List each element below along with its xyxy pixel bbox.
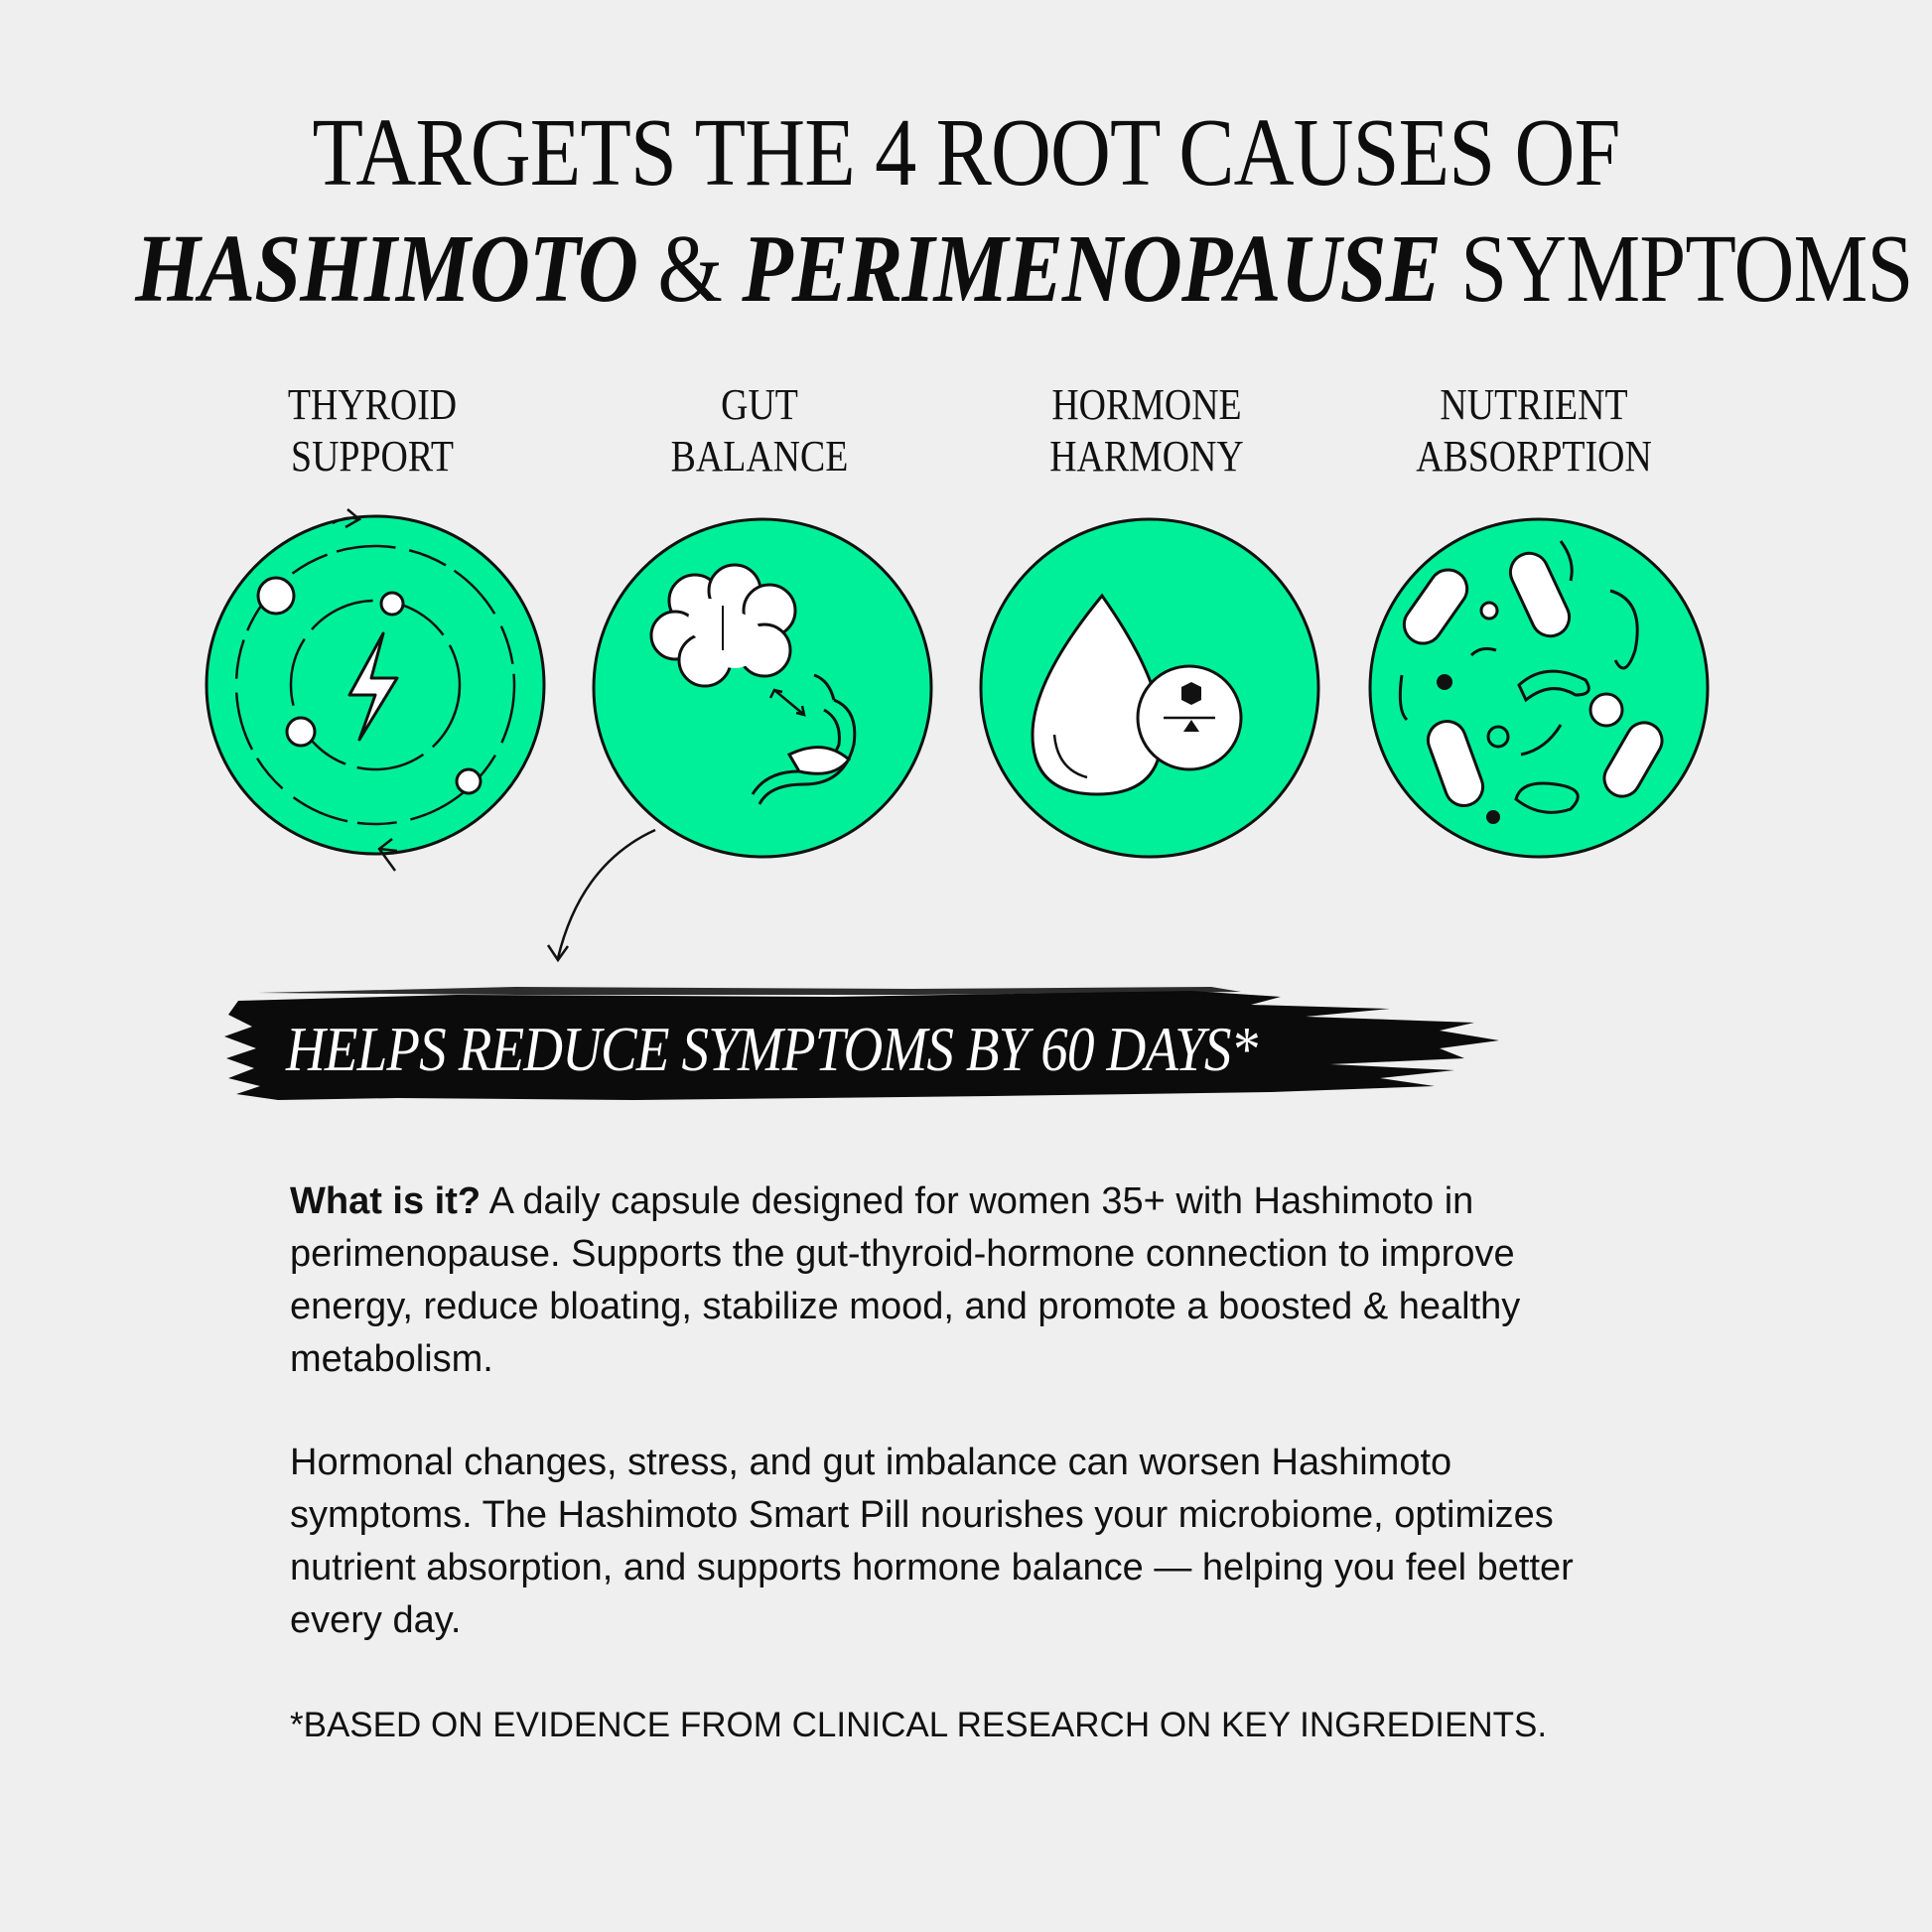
pillar-label-line: HARMONY [1049, 432, 1244, 481]
pillar-label-hormone [1010, 379, 1283, 483]
pillar-label-line: NUTRIENT [1440, 380, 1628, 429]
description-paragraph-1 [290, 1175, 1581, 1386]
footnote: *BASED ON EVIDENCE FROM CLINICAL RESEARCH ON KEY INGREDIENTS. [290, 1706, 1548, 1744]
curved-arrow-icon [536, 824, 685, 973]
headline-hashimoto: HASHIMOTO [135, 215, 638, 323]
description-body-1: A daily capsule designed for women 35+ with Hashimoto in perimenopause. Supports the gut-thyroid-hormone connection to improve energy, reduce bloating, stabilize mood, and promote a boosted & healthy metabolism. [290, 1180, 1521, 1380]
description-lead: What is it? [290, 1180, 482, 1222]
headline-perimenopause: PERIMENOPAUSE [742, 215, 1442, 323]
microbiome-icon [1362, 511, 1720, 869]
pillar-label-line: SUPPORT [291, 432, 454, 481]
pillar-label-thyroid [235, 379, 508, 483]
pillar-label-line: GUT [721, 380, 798, 429]
pillar-label-line: ABSORPTION [1416, 432, 1652, 481]
droplet-balance-icon [973, 511, 1330, 869]
headline-line-2 [135, 213, 1913, 325]
pillar-label-line: THYROID [287, 380, 458, 429]
lightning-orbit-icon [199, 501, 556, 889]
description-paragraph-2: Hormonal changes, stress, and gut imbalance can worsen Hashimoto symptoms. The Hashimoto Smart Pill nourishes your microbiome, optimizes nutrient absorption, and supports hormone balance — helping you feel better every day. [290, 1442, 1574, 1641]
pillar-label-gut [622, 379, 896, 483]
headline-ampersand: & [657, 215, 723, 323]
pillar-label-line: BALANCE [670, 432, 849, 481]
brain-stomach-icon [586, 511, 943, 869]
pillar-label-nutrient [1397, 379, 1670, 483]
headline-line-1: TARGETS THE 4 ROOT CAUSES OF [312, 99, 1620, 207]
pillar-label-line: HORMONE [1051, 380, 1242, 429]
headline-symptoms: SYMPTOMS [1460, 215, 1913, 323]
banner-text: HELPS REDUCE SYMPTOMS BY 60 DAYS* [286, 1014, 1258, 1084]
